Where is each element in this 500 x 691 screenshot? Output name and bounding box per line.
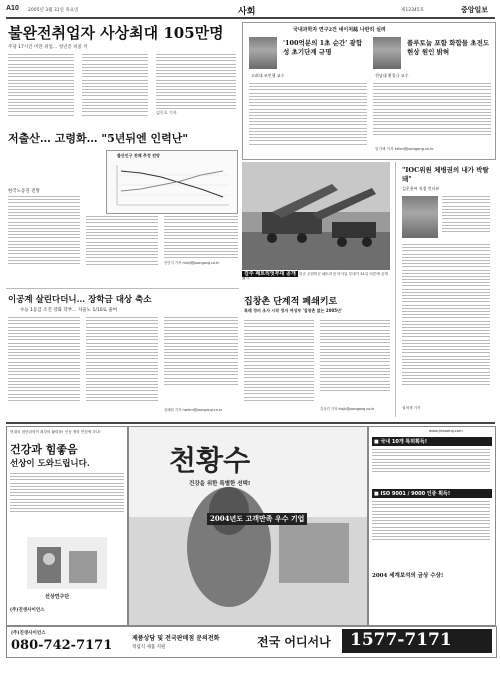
ad-left-company: (주)진생사이언스 <box>10 608 45 613</box>
research-right-title: 플루토늄 포함 화합물 초전도현상 원인 밝혀 <box>407 39 490 56</box>
lead-body-col2 <box>82 54 148 124</box>
ioc-subhead: 김운용씨 직접 인터뷰 <box>402 186 440 191</box>
ad-left-title: 건강과 힘좋음 <box>10 443 78 456</box>
ad-left <box>6 426 128 626</box>
scholar-body-col2 <box>86 317 158 413</box>
ad-right <box>368 426 496 626</box>
ad-divider <box>6 422 495 424</box>
aging-body-col1 <box>8 196 80 276</box>
lead-byline: 김동호 기자 <box>156 110 177 116</box>
band-sub: 적립식 제품 지원 <box>132 645 166 650</box>
research-kicker: 국내과학자 연구2건 네이처誌 나란히 실려 <box>293 27 386 33</box>
aging-body-col3 <box>164 216 238 276</box>
missile-caption-label: 검주 패트리엇부대 공개 <box>244 271 296 277</box>
portrait-right <box>373 37 401 69</box>
aging-subhead: 한국노동연 전망 <box>8 189 40 194</box>
scholar-story <box>6 288 239 419</box>
page-number: A10 <box>6 5 19 12</box>
missile-photo-block <box>242 162 390 288</box>
header-rule <box>6 17 495 19</box>
ad-right-title2: ■ ISO 9001 / 9000 인증 획득! <box>372 489 492 498</box>
ad-center-slogan: 건강을 위한 특별한 선택! <box>189 481 251 487</box>
lead-body-col3 <box>156 54 236 124</box>
ioc-headline: "IOC위원 체병권의 내가 박탈돼" <box>402 166 489 183</box>
missile-photo <box>242 162 390 270</box>
lead-body-col1 <box>8 54 74 124</box>
research-box <box>242 22 496 160</box>
ad-left-footer: 선상연구단 <box>45 594 70 600</box>
ad-right-year-claim: 2004 세계보석의 금상 수상! <box>372 573 444 579</box>
ad-band <box>6 626 497 658</box>
gang-body-col1 <box>244 320 314 412</box>
missile-caption-text: 미군 주한미군 패트리엇 미사일 부대가 31일 언론에 공개됐다. <box>242 272 388 281</box>
ad-left-body <box>10 473 124 535</box>
band-phone-left: 080-742-7171 <box>11 638 113 653</box>
ad-right-web: www.jinsaeng.com <box>429 429 463 433</box>
scholar-body-col3 <box>164 317 238 403</box>
ad-right-title1: ■ 국내 10개 특허획득! <box>372 437 492 446</box>
aging-chart-plot <box>111 161 233 209</box>
lead-story <box>6 22 239 127</box>
ad-center <box>128 426 368 626</box>
scholar-byline: 김혜원 기자 hwkim@joongang.co.kr <box>164 408 223 412</box>
band-call-label: 전국 어디서나 <box>257 635 331 649</box>
band-company: (주)진생사이언스 <box>11 631 46 636</box>
page-date: 2005년 3월 31일 목요일 <box>28 8 79 13</box>
aging-body-col2 <box>86 216 158 276</box>
band-phone-right <box>342 629 492 653</box>
research-body-left <box>249 83 367 153</box>
gang-body-col2 <box>320 320 390 404</box>
scholar-headline: 이공계 살린다더니… 장학금 대상 축소 <box>8 295 152 305</box>
ioc-byline: 권혁재 기자 <box>402 406 421 410</box>
aging-chart <box>106 150 238 214</box>
lead-subhead: 주당 17시간 미만 취업… 청년층 비중 커 <box>8 45 88 50</box>
section-title: 사회 <box>238 7 256 17</box>
ad-center-year: 2004년도 고객만족 우수 기업 <box>207 513 307 525</box>
band-inquiry: 제품상담 및 전국판매점 문의전화 <box>132 635 220 642</box>
research-byline: 임기택 기자 ktlim@joongang.co.kr <box>375 147 434 151</box>
aging-byline: 송민지 기자 minji@joongang.co.kr <box>164 260 220 265</box>
gang-byline: 김상진 기자 klsjk@joongang.co.kr <box>320 407 375 411</box>
portrait-left <box>249 37 277 69</box>
ad-left-product-image <box>27 537 107 589</box>
gang-story <box>242 292 392 418</box>
ad-right-body2 <box>372 501 490 567</box>
research-body-right <box>373 83 491 143</box>
page-header <box>6 3 495 17</box>
research-left-caption: 고려대 조민행 교수 <box>251 73 285 78</box>
ioc-body <box>442 196 490 240</box>
gang-headline: 집창촌 단계적 폐쇄키로 <box>244 297 338 307</box>
ioc-body-lower <box>402 244 490 404</box>
band-phone-right-text: 1577-7171 <box>350 630 452 650</box>
ad-left-topline: 현대의 첨단과학이 최강의 활력을! 선상 정력 만점에 하나! <box>10 430 101 434</box>
ad-right-body1 <box>372 449 490 489</box>
paper-name: 중앙일보 <box>461 5 489 14</box>
research-left-title: '100억분의 1초 순간' 광합성 초기단계 규명 <box>283 39 363 56</box>
ioc-story <box>395 162 495 417</box>
scholar-body-col1 <box>8 317 80 413</box>
aging-story <box>6 130 241 280</box>
ad-left-title2: 선상이 도와드립니다. <box>10 459 90 469</box>
aging-headline: 저출산… 고령화… "5년뒤엔 인력난" <box>8 132 189 145</box>
ioc-portrait <box>402 196 438 238</box>
aging-chart-title: 출산인구 전체 추정 전망 <box>117 153 160 158</box>
issue-number: 제12345호 <box>401 8 425 13</box>
lead-headline: 불완전취업자 사상최대 105만명 <box>8 24 224 42</box>
missile-caption <box>242 272 390 281</box>
ad-center-title: 천황수 <box>169 444 251 477</box>
scholar-subhead: 수능 1등급 조건 강화 학부… 자율노 1/10로 줄여 <box>20 308 118 313</box>
gang-sub: 특례 정비 조사 시작 정자 여성부 '집창촌 없는 2005년' <box>244 308 343 313</box>
research-right-caption: 전남대 황창규 교수 <box>375 73 409 78</box>
